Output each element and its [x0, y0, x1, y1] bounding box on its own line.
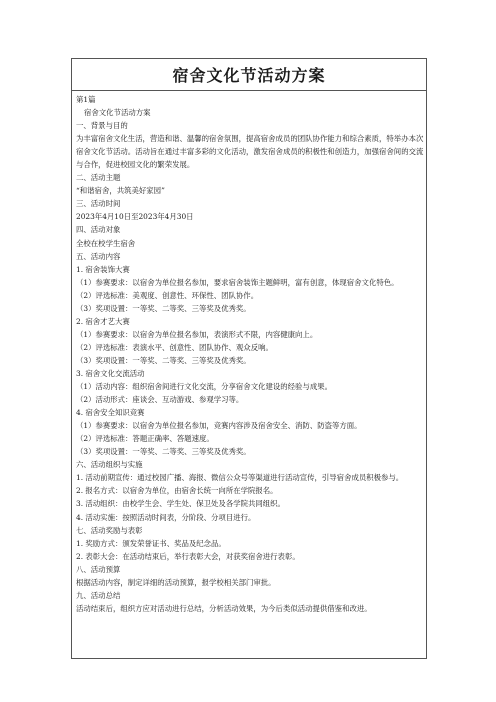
body-line: 1. 活动前期宣传：通过校园广播、海报、微信公众号等渠道进行活动宣传，引导宿舍成员积极参与。	[76, 473, 404, 483]
body-line: （2）评选标准：表演水平、创意性、团队协作、观众反响。	[76, 342, 273, 352]
body-line: 2. 报名方式：以宿舍为单位，由宿舍长统一向所在学院报名。	[76, 486, 278, 496]
body-line: 第1篇	[76, 95, 96, 104]
body-line: 八、活动预算	[76, 564, 121, 574]
document-body	[72, 91, 426, 615]
body-line: （3）奖项设置：一等奖、二等奖、三等奖及优秀奖。	[76, 303, 251, 313]
body-line: 七、活动奖励与表彰	[76, 525, 143, 535]
body-line: 三、活动时间	[76, 199, 121, 209]
body-line: （3）奖项设置：一等奖、二等奖、三等奖及优秀奖。	[76, 447, 251, 457]
body-line: 2023年4月10日至2023年4月30日	[76, 212, 194, 222]
body-line: （3）奖项设置：一等奖、二等奖、三等奖及优秀奖。	[76, 355, 251, 365]
body-line: 2. 表彰大会：在活动结束后，举行表彰大会，对获奖宿舍进行表彰。	[76, 551, 300, 561]
body-line: 活动结束后，组织方应对活动进行总结，分析活动效果，为今后类似活动提供借鉴和改进。	[76, 603, 372, 613]
body-line: 六、活动组织与实施	[76, 460, 143, 470]
body-line: （1）参赛要求：以宿舍为单位报名参加，要求宿舍装饰主题鲜明，富有创意，体现宿舍文化特色。	[76, 277, 399, 287]
document-frame	[71, 58, 427, 659]
body-line: 宿舍文化节活动方案	[84, 108, 151, 118]
body-line: （2）活动形式：座谈会、互动游戏、参观学习等。	[76, 395, 244, 405]
body-line: 1. 奖励方式：颁发荣誉证书、奖品及纪念品。	[76, 538, 226, 548]
body-line: 3. 活动组织：由校学生会、学生处、保卫处及各学院共同组织。	[76, 499, 285, 509]
body-line: 二、活动主题	[76, 173, 121, 183]
body-line: 全校在校学生宿舍	[76, 238, 136, 248]
body-line: 3. 宿舍文化交流活动	[76, 368, 145, 378]
body-line: 1. 宿舍装饰大赛	[76, 264, 130, 274]
body-line: （1）活动内容：组织宿舍间进行文化交流，分享宿舍文化建设的经验与成果。	[76, 382, 332, 392]
body-line: 2. 宿舍才艺大赛	[76, 316, 130, 326]
body-line: 为丰富宿舍文化生活，营造和谐、温馨的宿舍氛围，提高宿舍成员的团队协作能力和综合素质，特举办本次宿舍文化节活动。活动旨在通过丰富多彩的文化活动，激发宿舍成员的积极性和创造力，加强宿舍间的交流与合作，促进校园文化的繁荣发展。	[76, 134, 424, 170]
body-line: 九、活动总结	[76, 590, 121, 600]
body-line: 4. 宿舍安全知识竞赛	[76, 408, 145, 418]
body-line: 五、活动内容	[76, 251, 121, 261]
body-line: （1）参赛要求：以宿舍为单位报名参加，表演形式不限，内容健康向上。	[76, 329, 318, 339]
body-line: （1）参赛要求：以宿舍为单位报名参加，竞赛内容涉及宿舍安全、消防、防盗等方面。	[76, 421, 362, 431]
body-line: 根据活动内容，制定详细的活动预算，报学校相关部门审批。	[76, 577, 276, 587]
body-line: （2）评选标准：美观度、创意性、环保性、团队协作。	[76, 290, 259, 300]
document-title: 宿舍文化节活动方案	[172, 66, 326, 85]
body-line: 一、背景与目的	[76, 121, 128, 131]
title-row	[72, 59, 426, 91]
body-line: 四、活动对象	[76, 225, 121, 235]
body-line: （2）评选标准：答题正确率、答题速度。	[76, 434, 214, 444]
body-line: “和谐宿舍，共筑美好家园”	[76, 186, 165, 196]
body-line: 4. 活动实施：按照活动时间表，分阶段、分项目进行。	[76, 512, 256, 522]
